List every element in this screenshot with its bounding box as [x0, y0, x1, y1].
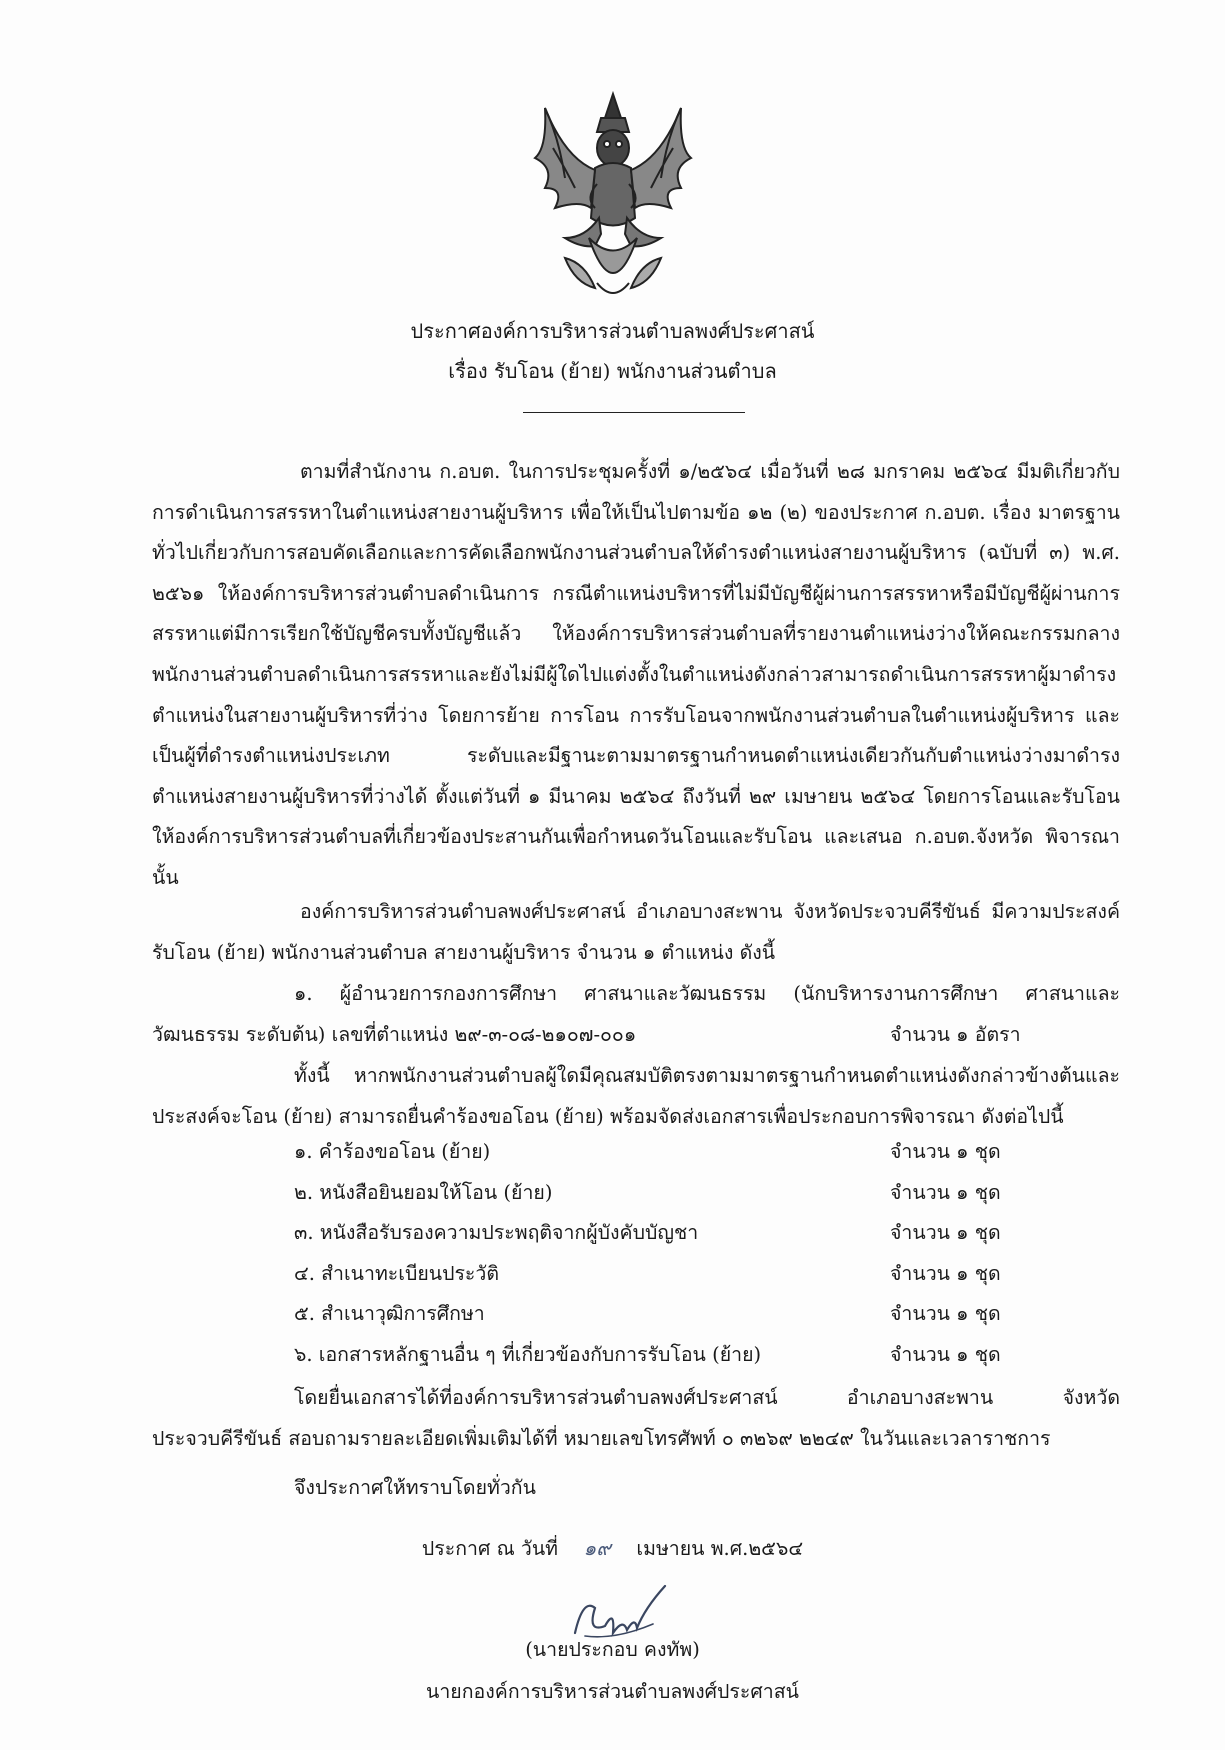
document-label: ๑. คำร้องขอโอน (ย้าย) — [294, 1140, 491, 1163]
date-prefix: ประกาศ ณ วันที่ — [421, 1537, 559, 1560]
paragraph-submission: โดยยื่นเอกสารได้ที่องค์การบริหารส่วนตำบลพงศ์ประศาสน์ อำเภอบางสะพาน จังหวัดประจวบคีรีขันธ์ สอบถามรายละเอียดเพิ่มเติมได้ที่ หมายเลขโทรศัพท์ ๐ ๓๒๖๙ ๒๒๔๙ ในวันและเวลาราชการ — [152, 1386, 1120, 1450]
document-item — [294, 1132, 1120, 1173]
document-label: ๔. สำเนาทะเบียนประวัติ — [294, 1261, 500, 1285]
paragraph-conditions: ทั้งนี้ หากพนักงานส่วนตำบลผู้ใดมีคุณสมบัติตรงตามมาตรฐานกำหนดตำแหน่งดังกล่าวข้างต้นและประสงค์จะโอน (ย้าย) สามารถยื่นคำร้องขอโอน (ย้าย) พร้อมจัดส่งเอกสารเพื่อประกอบการพิจารณา ดังต่อไปนี้ — [152, 1064, 1120, 1128]
document-item — [294, 1294, 1120, 1335]
document-quantity: จำนวน ๑ ชุด — [890, 1302, 1001, 1326]
document-quantity: จำนวน ๑ ชุด — [890, 1221, 1001, 1245]
document-item — [294, 1213, 1120, 1254]
date-suffix: เมษายน พ.ศ.๒๕๖๔ — [636, 1537, 804, 1560]
required-documents-list — [294, 1132, 1120, 1376]
signer-title: นายกองค์การบริหารส่วนตำบลพงศ์ประศาสน์ — [426, 1680, 799, 1703]
announcement-subject: เรื่อง รับโอน (ย้าย) พนักงานส่วนตำบล — [448, 359, 777, 383]
paragraph-background: ตามที่สำนักงาน ก.อบต. ในการประชุมครั้งที่ ๑/๒๕๖๔ เมื่อวันที่ ๒๘ มกราคม ๒๕๖๔ มีมติเกี่ยวกับการดำเนินการสรรหาในตำแหน่งสายงานผู้บริหาร เพื่อให้เป็นไปตามข้อ ๑๒ (๒) ของประกาศ ก.อบต. เรื่อง มาตรฐานทั่วไปเกี่ยวกับการสอบคัดเลือกและการคัดเลือกพนักงานส่วนตำบลให้ดำรงตำแหน่งสายงานผู้บริหาร (ฉบับที่ ๓) พ.ศ. ๒๕๖๑ ให้องค์การบริหารส่วนตำบลดำเนินการ กรณีตำแหน่งบริหารที่ไม่มีบัญชีผู้ผ่านการสรรหาหรือมีบัญชีผู้ผ่านการสรรหาแต่มีการเรียกใช้บัญชีครบทั้งบัญชีแล้ว ให้องค์การบริหารส่วนตำบลที่รายงานตำแหน่งว่างให้คณะกรรมกลางพนักงานส่วนตำบลดำเนินการสรรหาและยังไม่มีผู้ใดไปแต่งตั้งในตำแหน่งดังกล่าวสามารถดำเนินการสรรหาผู้มาดำรงตำแหน่งในสายงานผู้บริหารที่ว่าง โดยการย้าย การโอน การรับโอนจากพนักงานส่วนตำบลในตำแหน่งผู้บริหาร และเป็นผู้ที่ดำรงตำแหน่งประเภท ระดับและมีฐานะตามมาตรฐานกำหนดตำแหน่งเดียวกันกับตำแหน่งว่างมาดำรงตำแหน่งสายงานผู้บริหารที่ว่างได้ ตั้งแต่วันที่ ๑ มีนาคม ๒๕๖๔ ถึงวันที่ ๒๙ เมษายน ๒๕๖๔ โดยการโอนและรับโอนให้องค์การบริหารส่วนตำบลที่เกี่ยวข้องประสานกันเพื่อกำหนดวันโอนและรับโอน และเสนอ ก.อบต.จังหวัด พิจารณา นั้น — [152, 460, 1120, 889]
document-label: ๖. เอกสารหลักฐานอื่น ๆ ที่เกี่ยวข้องกับการรับโอน (ย้าย) — [294, 1342, 762, 1366]
document-item — [294, 1254, 1120, 1295]
position-quantity: จำนวน ๑ อัตรา — [890, 1023, 1021, 1046]
position-item: ๑. ผู้อำนวยการกองการศึกษา ศาสนาและวัฒนธรรม (นักบริหารงานการศึกษา ศาสนาและวัฒนธรรม ระดับต้น) เลขที่ตำแหน่ง ๒๙-๓-๐๘-๒๑๐๗-๐๐๑ — [152, 982, 1120, 1046]
document-quantity: จำนวน ๑ ชุด — [890, 1140, 1001, 1163]
document-label: ๒. หนังสือยินยอมให้โอน (ย้าย) — [294, 1180, 553, 1204]
handwritten-day: ๑๙ — [583, 1536, 611, 1560]
signer-name: (นายประกอบ คงทัพ) — [525, 1638, 700, 1661]
document-item — [294, 1173, 1120, 1214]
document-quantity: จำนวน ๑ ชุด — [890, 1342, 1001, 1366]
announcement-date — [0, 1528, 1225, 1569]
notification-statement: จึงประกาศให้ทราบโดยทั่วกัน — [294, 1476, 536, 1499]
title-underline — [523, 412, 745, 413]
paragraph-intent: องค์การบริหารส่วนตำบลพงศ์ประศาสน์ อำเภอบางสะพาน จังหวัดประจวบคีรีขันธ์ มีความประสงค์รับโอน (ย้าย) พนักงานส่วนตำบล สายงานผู้บริหาร จำนวน ๑ ตำแหน่ง ดังนี้ — [152, 900, 1120, 964]
document-quantity: จำนวน ๑ ชุด — [890, 1261, 1001, 1285]
document-item — [294, 1335, 1120, 1376]
announcement-title: ประกาศองค์การบริหารส่วนตำบลพงศ์ประศาสน์ — [410, 319, 815, 343]
document-label: ๕. สำเนาวุฒิการศึกษา — [294, 1302, 485, 1326]
document-quantity: จำนวน ๑ ชุด — [890, 1180, 1001, 1204]
garuda-emblem-icon — [525, 88, 701, 306]
document-label: ๓. หนังสือรับรองความประพฤติจากผู้บังคับบัญชา — [294, 1221, 699, 1245]
